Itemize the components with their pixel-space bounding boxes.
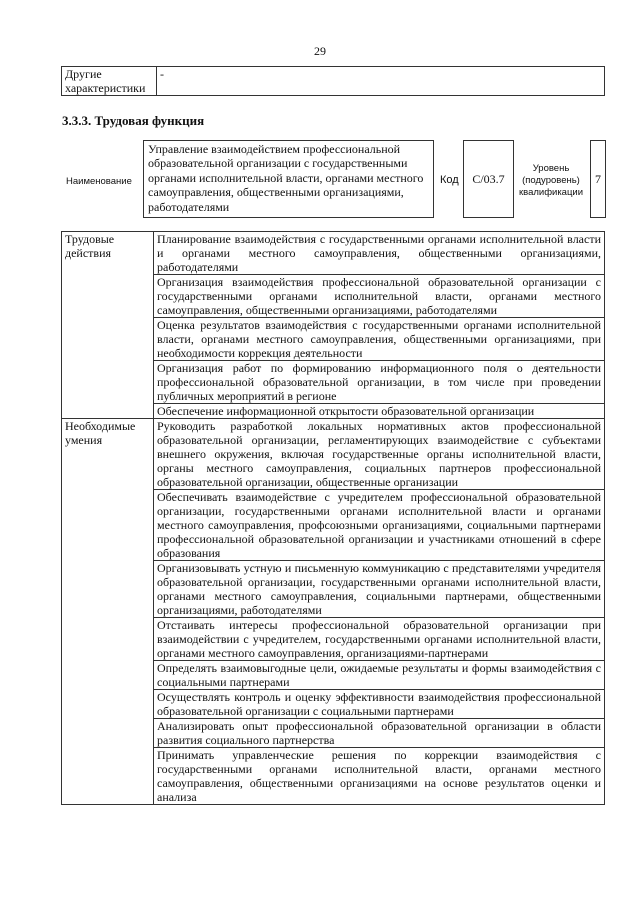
- function-name: Управление взаимодействием профессиональной образовательной организации с государственными органами исполнительной власти, органами местного самоуправления, общественными организациями, работодателями: [143, 140, 434, 218]
- skill-item: Руководить разработкой локальных нормативных актов профессиональной образовательной организации, регламентирующих взаимодействие с субъектами внешнего окружения, включая государственные органы исполнительной власти, органы местного самоуправления, социальных партнеров профессиональной образовательной организации, общественные организации: [154, 419, 605, 490]
- other-characteristics-label: Другие характеристики: [62, 67, 157, 96]
- skill-item: Осуществлять контроль и оценку эффективности взаимодействия профессиональной образовательной организации с социальными партнерами: [154, 690, 605, 719]
- skill-item: Обеспечивать взаимодействие с учредителем профессиональной образовательной организации, государственными органами исполнительной власти и органами местного самоуправления, профсоюзными организациями, социальными партнерами профессиональной образовательной организации и участниками отношений в сфере образования: [154, 490, 605, 561]
- labor-action-item: Обеспечение информационной открытости образовательной организации: [154, 404, 605, 419]
- code-label: Код: [440, 174, 459, 186]
- level-label: Уровень (подуровень) квалификации: [518, 163, 584, 198]
- table-row: [62, 232, 605, 275]
- skill-item: Анализировать опыт профессиональной образовательной организации в области развития социального партнерства: [154, 719, 605, 748]
- section-title: 3.3.3. Трудовая функция: [62, 113, 205, 128]
- function-details-table: [61, 231, 605, 805]
- labor-action-item: Организация взаимодействия профессиональной образовательной организации с государственными органами исполнительной власти, органами местного самоуправления, общественными организациями, работодателями: [154, 275, 605, 318]
- required-skills-label: Необходимые умения: [62, 419, 154, 805]
- table-row: [62, 67, 605, 96]
- skill-item: Определять взаимовыгодные цели, ожидаемые результаты и формы взаимодействия с социальными партнерами: [154, 661, 605, 690]
- other-characteristics-value: -: [157, 67, 605, 96]
- labor-action-item: Оценка результатов взаимодействия с государственными органами исполнительной власти, органами местного самоуправления, общественными организациями, при необходимости коррекция деятельности: [154, 318, 605, 361]
- other-characteristics-table: [61, 66, 605, 96]
- function-code: С/03.7: [463, 140, 514, 218]
- labor-action-item: Планирование взаимодействия с государственными органами исполнительной власти и органами местного самоуправления, общественными организациями, работодателями: [154, 232, 605, 275]
- skill-item: Организовывать устную и письменную коммуникацию с представителями учредителя образовательной организации, государственными органами исполнительной власти, органами местного самоуправления, социальными партнерами, общественными организациями, работодателями: [154, 561, 605, 618]
- skill-item: Отстаивать интересы профессиональной образовательной организации при взаимодействии с учредителем, государственными органами исполнительной власти, органами местного самоуправления, организациями-партнерами: [154, 618, 605, 661]
- page-number: 29: [314, 44, 326, 58]
- qualification-level: 7: [590, 140, 606, 218]
- labor-action-item: Организация работ по формированию информационного поля о деятельности профессиональной образовательной организации, в том числе при проведении публичных мероприятий в регионе: [154, 361, 605, 404]
- name-label: Наименование: [66, 176, 132, 187]
- skill-item: Принимать управленческие решения по коррекции взаимодействия с государственными органами исполнительной власти, органами местного самоуправления, общественными организациями на основе результатов оценки и анализа: [154, 748, 605, 805]
- labor-actions-label: Трудовые действия: [62, 232, 154, 419]
- table-row: [62, 419, 605, 490]
